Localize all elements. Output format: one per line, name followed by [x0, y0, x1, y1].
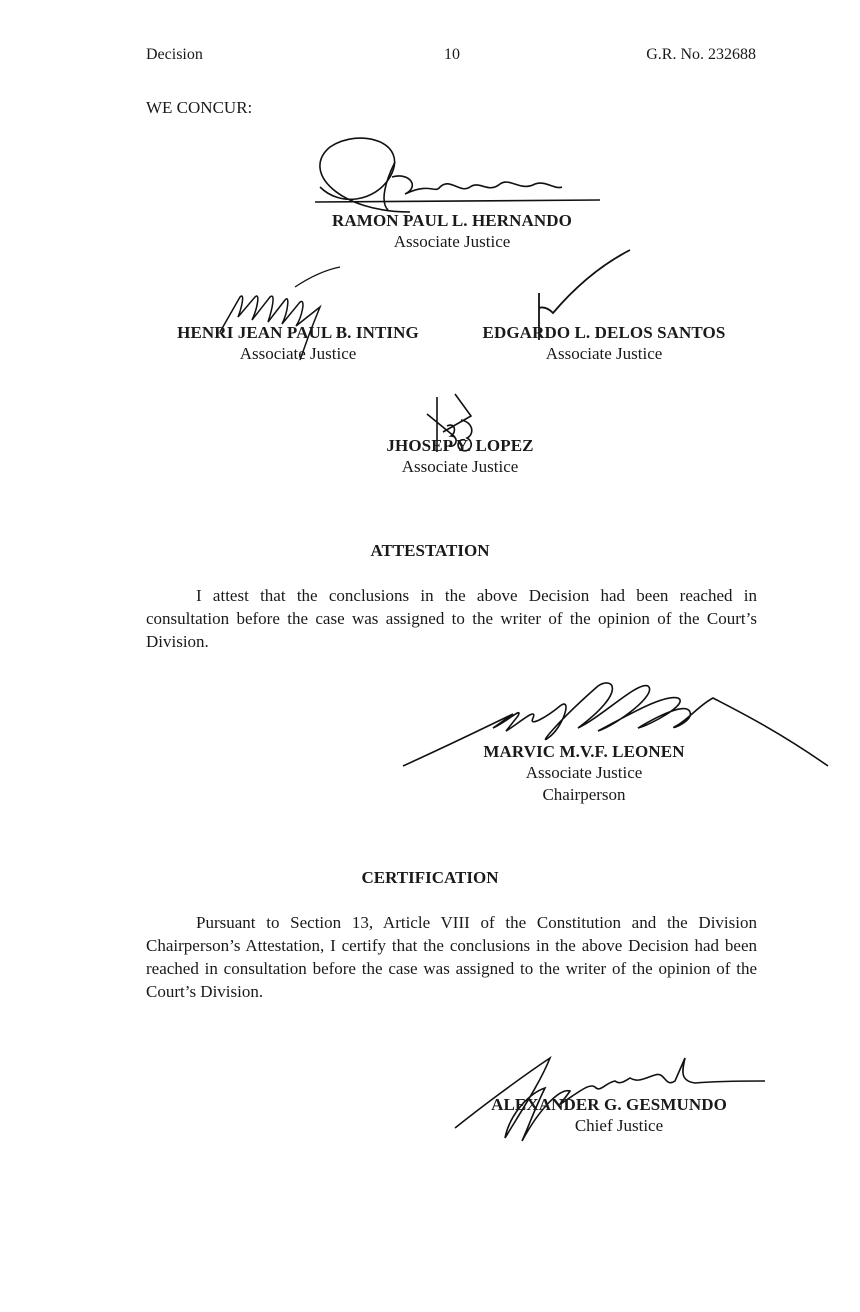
signatory-name: MARVIC M.V.F. LEONEN — [483, 742, 685, 761]
page-number: 10 — [444, 46, 460, 63]
signatory-title: Associate Justice — [401, 457, 519, 476]
signatory-title: Associate Justice — [525, 763, 643, 782]
signatory-name: HENRI JEAN PAUL B. INTING — [177, 323, 419, 342]
signatory-title: Associate Justice — [239, 344, 357, 363]
certification-heading: CERTIFICATION — [361, 868, 499, 887]
concur-label: WE CONCUR: — [146, 98, 253, 117]
signatory-delos-santos — [462, 323, 746, 365]
signatory-name: EDGARDO L. DELOS SANTOS — [482, 323, 726, 342]
signatory-title: Associate Justice — [393, 232, 511, 251]
attestation-text: I attest that the conclusions in the above Decision had been reached in consultation before the case was assigned to the writer of the opinion of the Court’s Division. — [146, 586, 757, 651]
signatory-title: Associate Justice — [545, 344, 663, 363]
certification-text: Pursuant to Section 13, Article VIII of the Constitution and the Division Chairperson’s Attestation, I certify that the conclusions in the above Decision had been reached in consultation before the case was assigned to the writer of the opinion of the Court’s Division. — [146, 913, 757, 1001]
signatory-name: ALEXANDER G. GESMUNDO — [491, 1095, 727, 1114]
signatory-name: RAMON PAUL L. HERNANDO — [332, 211, 572, 230]
signatory-inting — [150, 323, 446, 365]
attestation-heading: ATTESTATION — [370, 541, 490, 560]
signatory-role: Chairperson — [542, 785, 626, 804]
case-number: G.R. No. 232688 — [646, 46, 756, 63]
signatory-gesmundo — [470, 1095, 748, 1137]
header-doc-type: Decision — [146, 46, 203, 63]
signatory-name: JHOSEP Y. LOPEZ — [386, 436, 534, 455]
signatory-leonen — [474, 742, 694, 806]
signatory-lopez — [350, 436, 570, 478]
signatory-hernando — [300, 211, 604, 253]
signatory-title: Chief Justice — [574, 1116, 664, 1135]
